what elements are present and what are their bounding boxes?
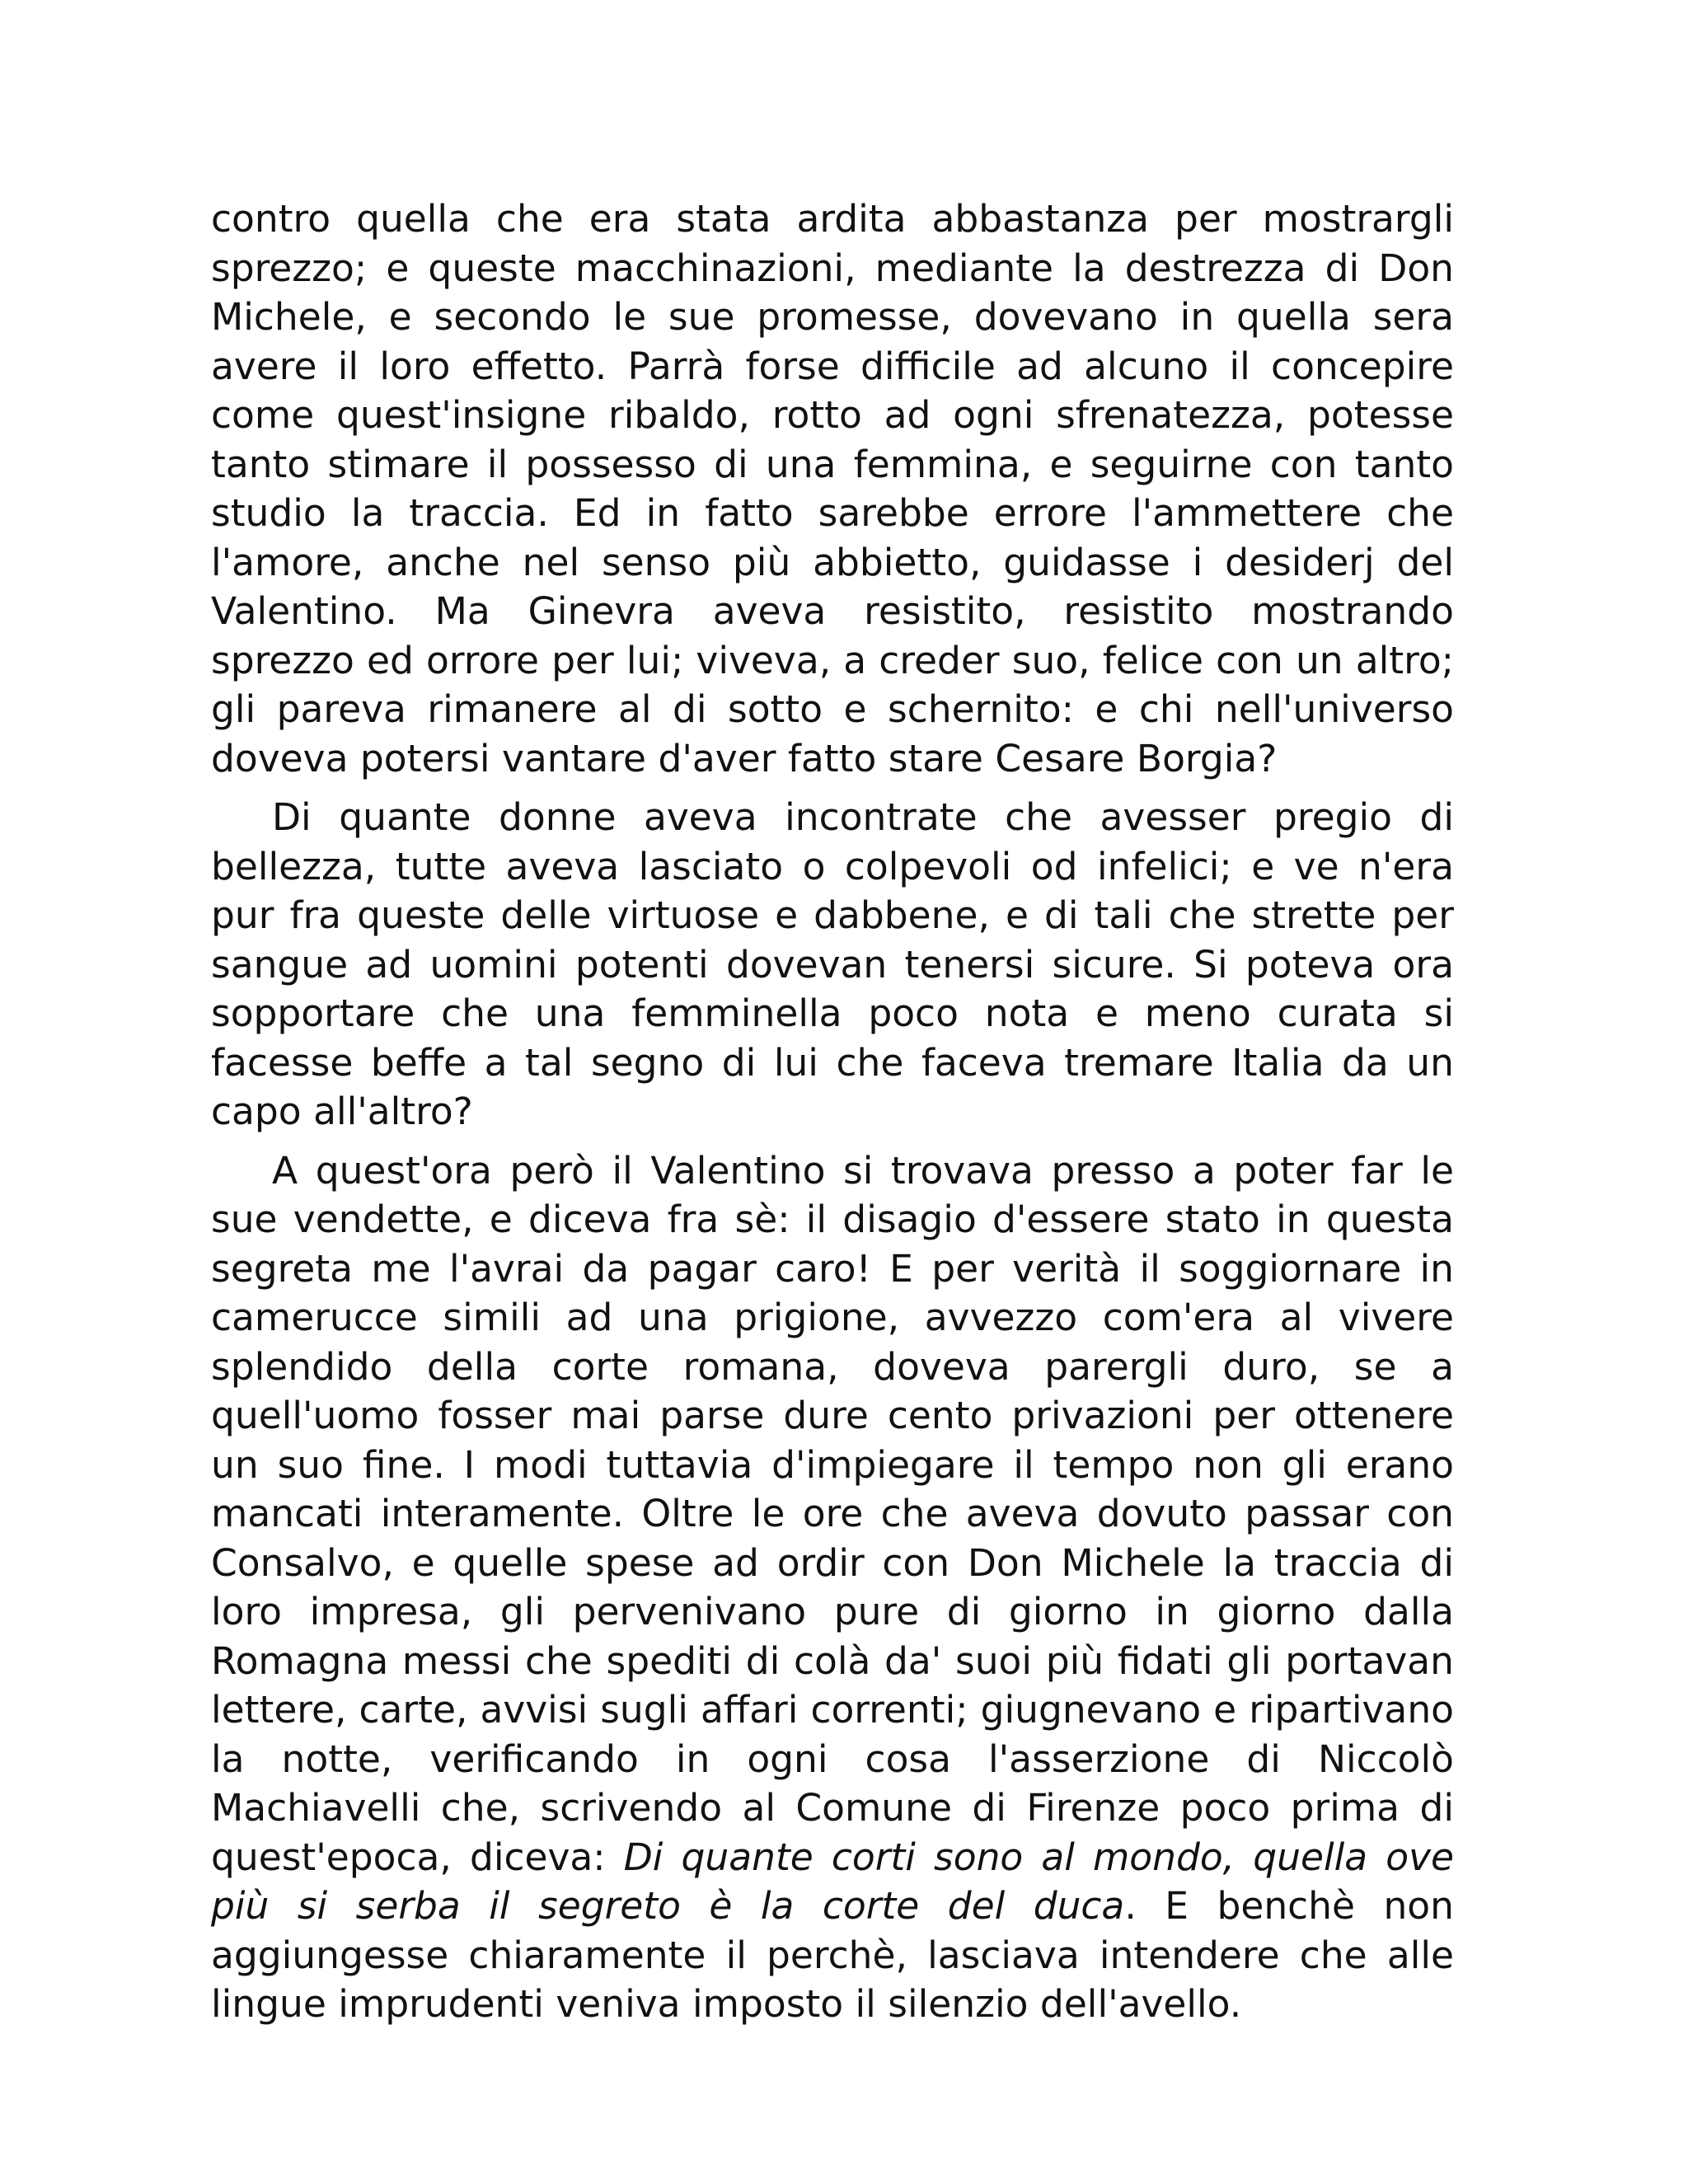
- machiavelli-quote: Di quante corti sono al mondo, quella ove più si serba il segreto è la corte del duca: [211, 1835, 1454, 1928]
- paragraph-2: [211, 793, 1454, 1137]
- paragraph-3-text: A quest'ora però il Valentino si trovava presso a poter far le sue vendette, e diceva fra sè: il disagio d'essere stato in questa segreta me l'avrai da pagar caro! E per verità il soggiornare in camerucce simili ad una prigione, avvezzo com'era al vivere splendido della corte romana, doveva parergli duro, se a quell'uomo fosser mai parse dure cento privazioni per ottenere un suo fine. I modi tuttavia d'impiegare il tempo non gli erano mancati interamente. Oltre le ore che aveva dovuto passar con Consalvo, e quelle spese ad ordir con Don Michele la traccia di loro impresa, gli pervenivano pure di giorno in giorno dalla Romagna messi che spediti di colà da' suoi più fidati gli portavan lettere, carte, avvisi sugli affari correnti; giugnevano e ripartivano la notte, verificando in ogni cosa l'asserzione di Niccolò Machiavelli che, scrivendo al Comune di Firenze poco prima di quest'epoca, diceva:: [211, 1148, 1454, 1879]
- paragraph-3-ending: . E benchè non aggiungesse chiaramente il perchè, lasciava intendere che alle lingue imprudenti veniva imposto il silenzio dell'avello.: [211, 1884, 1454, 2026]
- paragraph-1: [211, 194, 1454, 783]
- paragraph-3: [211, 1146, 1454, 2029]
- paragraph-2-text: Di quante donne aveva incontrate che avesser pregio di bellezza, tutte aveva lasciato o colpevoli od infelici; e ve n'era pur fra queste delle virtuose e dabbene, e di tali che strette per sangue ad uomini potenti dovevan tenersi sicure. Si poteva ora sopportare che una femminella poco nota e meno curata si facesse beffe a tal segno di lui che faceva tremare Italia da un capo all'altro?: [211, 795, 1454, 1133]
- body-text: [211, 194, 1454, 2029]
- paragraph-1-text: contro quella che era stata ardita abbastanza per mostrargli sprezzo; e queste macchinazioni, mediante la destrezza di Don Michele, e secondo le sue promesse, dovevano in quella sera avere il loro effetto. Parrà forse difficile ad alcuno il concepire come quest'insigne ribaldo, rotto ad ogni sfrenatezza, potesse tanto stimare il possesso di una femmina, e seguirne con tanto studio la traccia. Ed in fatto sarebbe errore l'ammettere che l'amore, anche nel senso più abbietto, guidasse i desiderj del Valentino. Ma Ginevra aveva resistito, resistito mostrando sprezzo ed orrore per lui; viveva, a creder suo, felice con un altro; gli pareva rimanere al di sotto e schernito: e chi nell'universo doveva potersi vantare d'aver fatto stare Cesare Borgia?: [211, 197, 1454, 780]
